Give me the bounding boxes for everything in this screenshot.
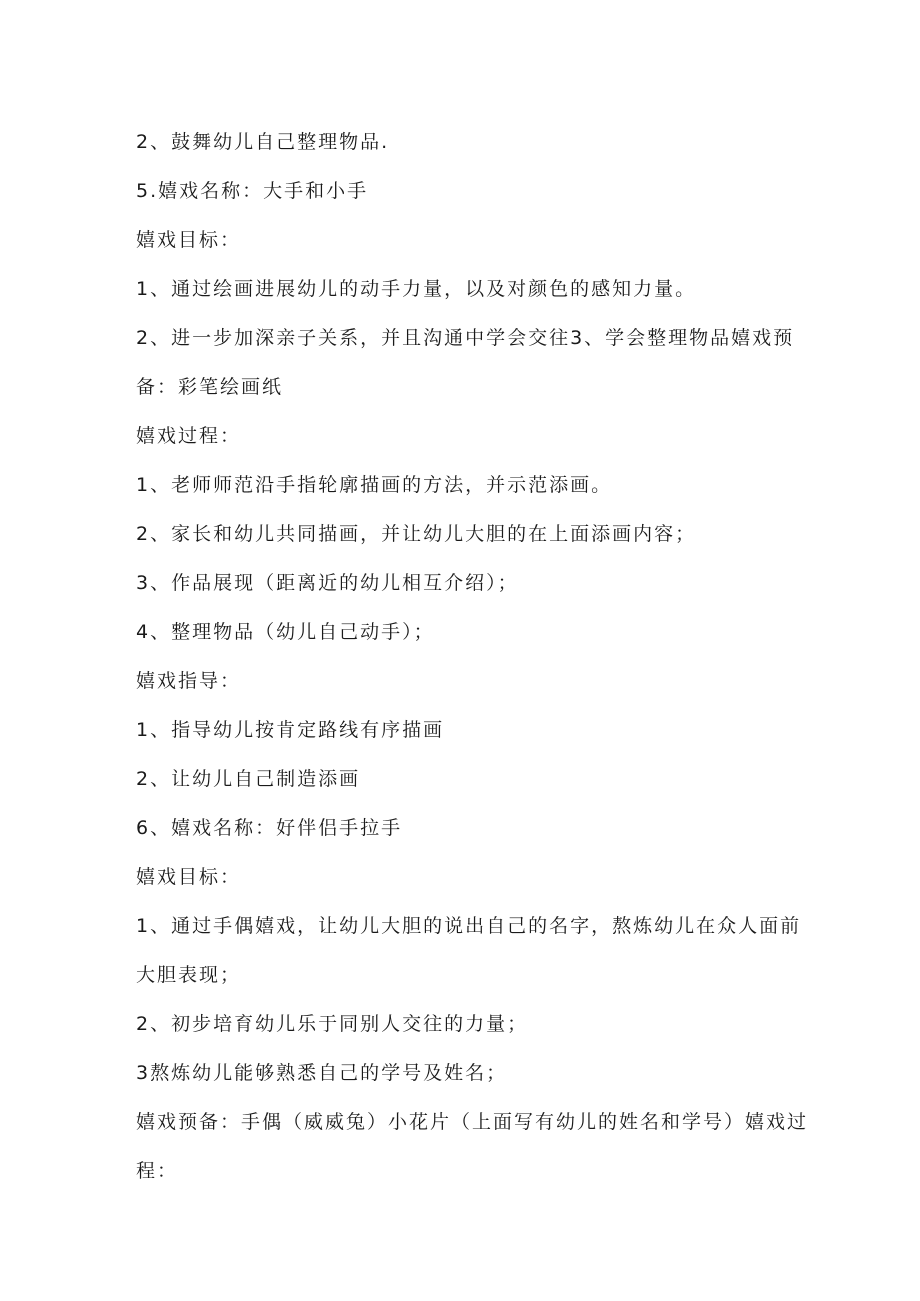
text-line: 1、通过手偶嬉戏，让幼儿大胆的说出自己的名字，熬炼幼儿在众人面前: [136, 915, 802, 937]
text-line: 4、整理物品（幼儿自己动手）；: [136, 621, 435, 643]
section-title: 5.嬉戏名称：大手和小手: [136, 180, 369, 202]
text-line: 备：彩笔绘画纸: [136, 376, 284, 398]
text-line: 2、家长和幼儿共同描画，并让幼儿大胆的在上面添画内容；: [136, 523, 697, 545]
subheading: 嬉戏过程：: [136, 425, 242, 447]
text-line: 2、初步培育幼儿乐于同别人交往的力量；: [136, 1013, 529, 1035]
text-line: 大胆表现；: [136, 964, 242, 986]
text-line: 1、老师师范沿手指轮廓描画的方法，并示范添画。: [136, 474, 613, 496]
text-line: 2、鼓舞幼儿自己整理物品.: [136, 131, 390, 153]
subheading: 嬉戏目标：: [136, 866, 242, 888]
text-line: 2、让幼儿自己制造添画: [136, 768, 361, 790]
text-line: 1、指导幼儿按肯定路线有序描画: [136, 719, 445, 741]
text-line: 1、通过绘画进展幼儿的动手力量，以及对颜色的感知力量。: [136, 278, 697, 300]
text-line: 2、进一步加深亲子关系，并且沟通中学会交往3、学会整理物品嬉戏预: [136, 327, 795, 349]
text-line: 嬉戏预备：手偶（威威兔）小花片（上面写有幼儿的姓名和学号）嬉戏过: [136, 1111, 809, 1133]
text-line: 3、作品展现（距离近的幼儿相互介绍）；: [136, 572, 519, 594]
document-body: [136, 118, 809, 1196]
text-line: 3熬炼幼儿能够熟悉自己的学号及姓名；: [136, 1062, 508, 1084]
section-title: 6、嬉戏名称：好伴侣手拉手: [136, 817, 403, 839]
subheading: 嬉戏指导：: [136, 670, 242, 692]
subheading: 嬉戏目标：: [136, 229, 242, 251]
text-line: 程：: [136, 1160, 179, 1182]
